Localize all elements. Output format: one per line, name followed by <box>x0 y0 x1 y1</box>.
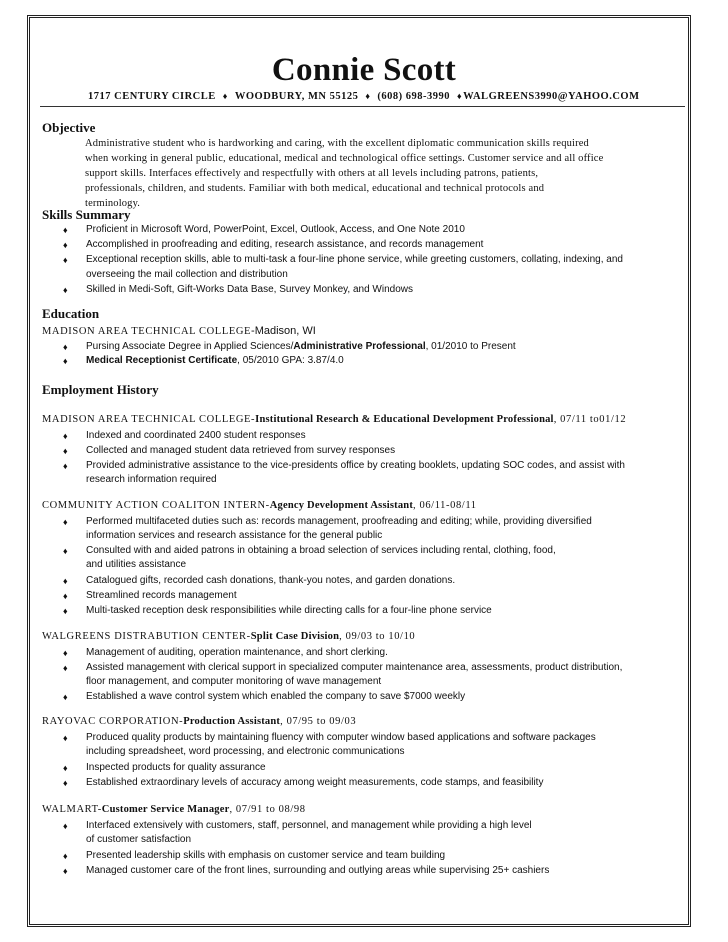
education-org-line: MADISON AREA TECHNICAL COLLEGE-Madison, WI <box>42 325 316 337</box>
education-location: Madison, WI <box>254 325 316 337</box>
job-item: Provided administrative assistance to the vice-presidents office by creating booklets, updating SOC codes, and assist with <box>86 460 625 471</box>
objective-line: support skills. Interfaces effectively and respectfully with others at all levels including patrons, patients, <box>85 168 539 179</box>
bullet-diamond-icon: ♦ <box>63 517 68 527</box>
objective-line: terminology. <box>85 198 141 209</box>
bullet-diamond-icon: ♦ <box>63 285 68 295</box>
objective-line: when working in general public, educational, medical and technological office settings. Customer service and all office <box>85 153 604 164</box>
bullet-diamond-icon: ♦ <box>63 648 68 658</box>
job-item: Assisted management with clerical support in specialized computer maintenance area, assessments, product distribution, <box>86 662 623 673</box>
bullet-diamond-icon: ♦ <box>63 255 68 265</box>
objective-line: Administrative student who is hardworking and caring, with the excellent diplomatic communication skills required <box>85 138 589 149</box>
bullet-diamond-icon: ♦ <box>63 240 68 250</box>
job-item: Consulted with and aided patrons in obtaining a broad selection of services including rental, clothing, food, <box>86 545 556 556</box>
bullet-diamond-icon: ♦ <box>63 356 68 366</box>
job-item: Multi-tasked reception desk responsibilities while directing calls for a four-line phone service <box>86 605 492 616</box>
separator-diamond-icon: ♦ <box>365 91 371 101</box>
job-item-continued: including spreadsheet, word processing, and electronic communications <box>86 746 405 757</box>
job-item: Presented leadership skills with emphasis on customer service and team building <box>86 850 446 861</box>
separator-diamond-icon: ♦ <box>222 91 228 101</box>
objective-heading: Objective <box>42 120 96 135</box>
job-item-continued: of customer satisfaction <box>86 834 192 845</box>
bullet-diamond-icon: ♦ <box>63 591 68 601</box>
bullet-diamond-icon: ♦ <box>63 692 68 702</box>
job-item: Established a wave control system which enabled the company to save $7000 weekly <box>86 691 466 702</box>
bullet-diamond-icon: ♦ <box>63 446 68 456</box>
skill-item: Exceptional reception skills, able to multi-task a four-line phone service, while greeting customers, collating, indexing, and <box>86 254 623 265</box>
job-item-continued: floor management, and computer monitoring of wave management <box>86 676 382 687</box>
bullet-diamond-icon: ♦ <box>63 851 68 861</box>
contact-line <box>88 91 640 102</box>
job-header: COMMUNITY ACTION COALITON INTERN-Agency Development Assistant, 06/11-08/11 <box>42 500 477 511</box>
job-item: Established extraordinary levels of accuracy among weight measurements, code stamps, and feasibility <box>86 777 544 788</box>
separator-diamond-icon: ♦ <box>457 91 463 101</box>
job-header: WALGREENS DISTRABUTION CENTER-Split Case Division, 09/03 to 10/10 <box>42 631 416 642</box>
phone: (608) 698-3990 <box>377 91 451 102</box>
job-item: Streamlined records management <box>86 590 237 601</box>
job-item: Catalogued gifts, recorded cash donations, thank-you notes, and garden donations. <box>86 575 456 586</box>
job-item-continued: research information required <box>86 474 217 485</box>
skills-heading: Skills Summary <box>42 207 131 222</box>
skill-item: Proficient in Microsoft Word, PowerPoint, Excel, Outlook, Access, and One Note 2010 <box>86 224 465 235</box>
job-header: WALMART-Customer Service Manager, 07/91 to 08/98 <box>42 804 306 815</box>
bullet-diamond-icon: ♦ <box>63 606 68 616</box>
job-item: Collected and managed student data retrieved from survey responses <box>86 445 396 456</box>
job-item: Managed customer care of the front lines, surrounding and outlying areas while supervising 25+ cashiers <box>86 865 550 876</box>
bullet-diamond-icon: ♦ <box>63 461 68 471</box>
bullet-diamond-icon: ♦ <box>63 733 68 743</box>
page-border <box>27 15 691 927</box>
job-item: Management of auditing, operation maintenance, and short clerking. <box>86 647 388 658</box>
job-header: RAYOVAC CORPORATION-Production Assistant, 07/95 to 09/03 <box>42 716 357 727</box>
job-item: Inspected products for quality assurance <box>86 762 266 773</box>
job-item: Interfaced extensively with customers, staff, personnel, and management while providing a high level <box>86 820 532 831</box>
bullet-diamond-icon: ♦ <box>63 778 68 788</box>
education-item: Medical Receptionist Certificate, 05/2010 GPA: 3.87/4.0 <box>86 355 344 366</box>
bullet-diamond-icon: ♦ <box>63 431 68 441</box>
education-org: MADISON AREA TECHNICAL COLLEGE <box>42 326 252 337</box>
education-heading: Education <box>42 306 100 321</box>
bullet-diamond-icon: ♦ <box>63 576 68 586</box>
job-item: Indexed and coordinated 2400 student responses <box>86 430 306 441</box>
job-item: Produced quality products by maintaining fluency with computer window based applications and software packages <box>86 732 596 743</box>
skill-item: Skilled in Medi-Soft, Gift-Works Data Base, Survey Monkey, and Windows <box>86 284 413 295</box>
city: WOODBURY, MN 55125 <box>234 91 359 102</box>
job-item-continued: and utilities assistance <box>86 559 187 570</box>
employment-heading: Employment History <box>42 382 159 397</box>
bullet-diamond-icon: ♦ <box>63 866 68 876</box>
header-divider <box>40 106 685 107</box>
bullet-diamond-icon: ♦ <box>63 763 68 773</box>
job-header: MADISON AREA TECHNICAL COLLEGE-Institutional Research & Educational Development Professional, 07/11 to01/12 <box>42 414 627 425</box>
skill-item-continued: overseeing the mail collection and distribution <box>86 269 288 280</box>
skill-item: Accomplished in proofreading and editing, research assistance, and records management <box>86 239 484 250</box>
job-item-continued: information services and research assistance for the general public <box>86 530 383 541</box>
candidate-name: Connie Scott <box>271 52 457 88</box>
bullet-diamond-icon: ♦ <box>63 225 68 235</box>
objective-line: professionals, children, and students. Familiar with both medical, educational and technical protocols and <box>85 183 545 194</box>
email[interactable]: WALGREENS3990@YAHOO.COM <box>463 91 640 102</box>
address: 1717 CENTURY CIRCLE <box>88 91 216 102</box>
job-item: Performed multifaceted duties such as: records management, proofreading and editing; while, providing diversified <box>86 516 592 527</box>
bullet-diamond-icon: ♦ <box>63 342 68 352</box>
bullet-diamond-icon: ♦ <box>63 663 68 673</box>
bullet-diamond-icon: ♦ <box>63 546 68 556</box>
bullet-diamond-icon: ♦ <box>63 821 68 831</box>
education-item: Pursing Associate Degree in Applied Sciences/Administrative Professional, 01/2010 to Present <box>86 341 516 352</box>
